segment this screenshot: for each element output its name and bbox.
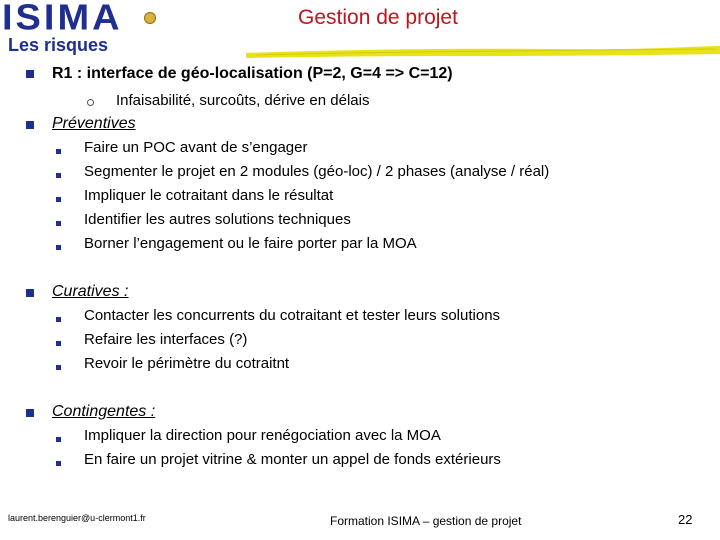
footer-course: Formation ISIMA – gestion de projet — [330, 514, 522, 528]
isima-logo: ISIMA — [2, 0, 123, 38]
list-item: Contacter les concurrents du cotraitant et tester leurs solutions — [84, 307, 501, 324]
footer-email: laurent.berenguier@u-clermont1.fr — [8, 513, 146, 523]
page-number: 22 — [678, 512, 693, 527]
bullet-square-icon — [56, 437, 61, 442]
brush-stroke-underline — [246, 44, 720, 60]
bullet-square-icon — [56, 197, 61, 202]
bullet-square-icon — [26, 121, 34, 129]
list-item: Identifier les autres solutions techniques — [84, 211, 351, 228]
bullet-square-icon — [56, 341, 61, 346]
list-item: Impliquer la direction pour renégociation avec la MOA — [84, 427, 441, 444]
list-item: Refaire les interfaces (?) — [84, 331, 248, 348]
list-item: En faire un projet vitrine & monter un appel de fonds extérieurs — [84, 451, 501, 468]
bullet-square-icon — [56, 173, 61, 178]
logo-emblem-icon — [144, 12, 156, 24]
list-item: Impliquer le cotraitant dans le résultat — [84, 187, 334, 204]
bullet-square-icon — [56, 461, 61, 466]
bullet-square-icon — [56, 149, 61, 154]
list-item: Faire un POC avant de s’engager — [84, 139, 308, 156]
curatives-heading: Curatives : — [52, 283, 129, 300]
risk-consequence: Infaisabilité, surcoûts, dérive en délais — [116, 92, 370, 109]
bullet-ring-icon — [87, 99, 94, 106]
bullet-square-icon — [26, 70, 34, 78]
bullet-square-icon — [56, 245, 61, 250]
section-title: Les risques — [8, 35, 109, 55]
preventives-heading: Préventives — [52, 115, 136, 132]
bullet-square-icon — [56, 365, 61, 370]
bullet-square-icon — [56, 317, 61, 322]
bullet-square-icon — [26, 409, 34, 417]
list-item: Borner l’engagement ou le faire porter par la MOA — [84, 235, 417, 252]
bullet-square-icon — [56, 221, 61, 226]
list-item: Revoir le périmètre du cotraitnt — [84, 355, 290, 372]
slide-title: Gestion de projet — [298, 6, 458, 29]
risk-label: R1 : interface de géo-localisation (P=2, G=4 => C=12) — [52, 65, 453, 82]
list-item: Segmenter le projet en 2 modules (géo-loc) / 2 phases (analyse / réal) — [84, 163, 550, 180]
contingentes-heading: Contingentes : — [52, 403, 156, 420]
bullet-square-icon — [26, 289, 34, 297]
